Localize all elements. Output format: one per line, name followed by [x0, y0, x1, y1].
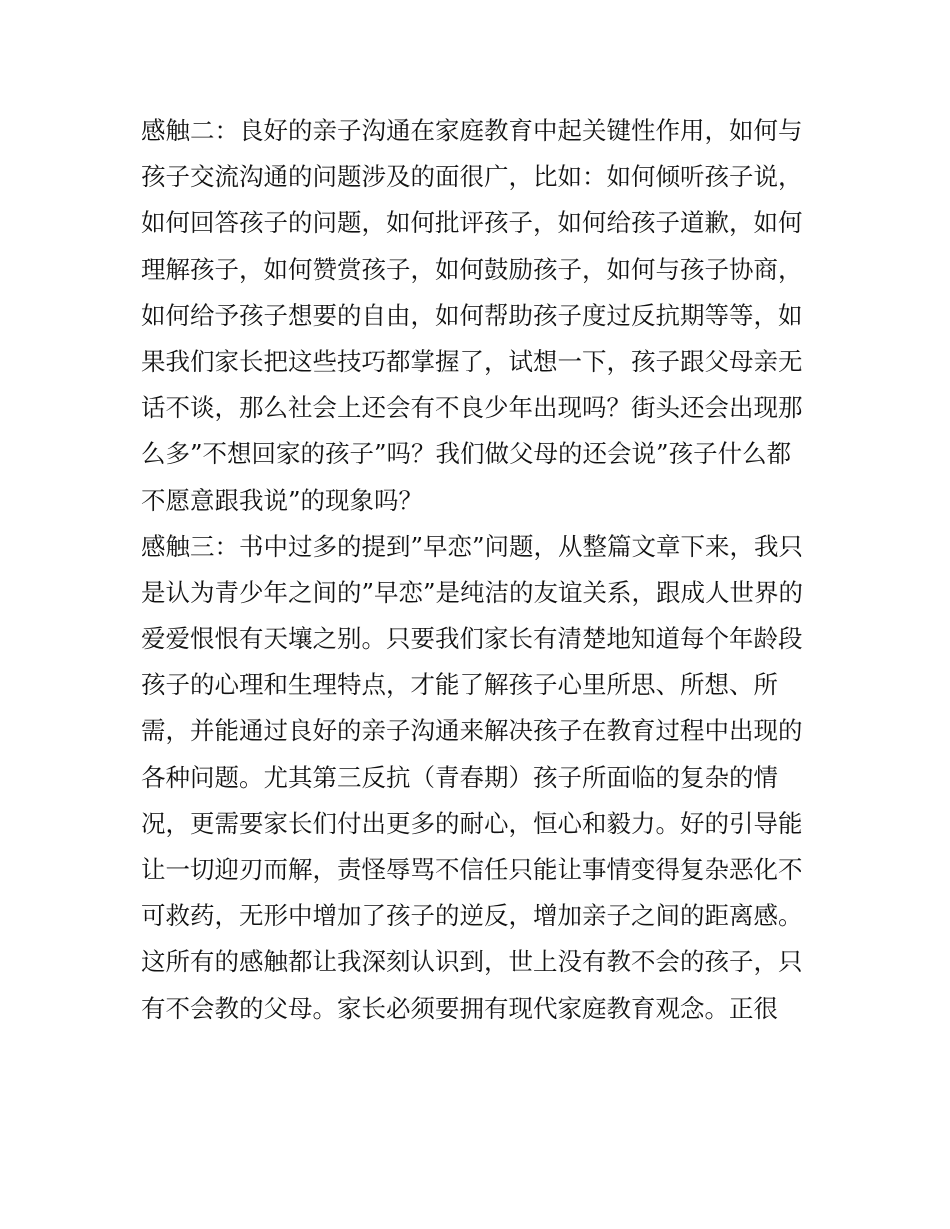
text-line: 让一切迎刃而解，责怪辱骂不信任只能让事情变得复杂恶化不 — [141, 855, 803, 884]
text-line: 如何回答孩子的问题，如何批评孩子，如何给孩子道歉，如何 — [141, 208, 803, 238]
text-line: 况，更需要家长们付出更多的耐心，恒心和毅力。好的引导能 — [141, 808, 803, 838]
text-line: 不愿意跟我说”的现象吗？ — [141, 485, 424, 515]
text-line: 需，并能通过良好的亲子沟通来解决孩子在教育过程中出现的 — [141, 716, 803, 746]
text-line: 有不会教的父母。家长必须要拥有现代家庭教育观念。正很 — [141, 993, 778, 1023]
text-line: 如何给予孩子想要的自由，如何帮助孩子度过反抗期等等，如 — [141, 300, 803, 330]
text-line: 感触三：书中过多的提到”早恋”问题，从整篇文章下来，我只 — [141, 531, 804, 561]
text-line: 么多”不想回家的孩子”吗？我们做父母的还会说”孩子什么都 — [141, 439, 792, 469]
text-line: 是认为青少年之间的”早恋”是纯洁的友谊关系，跟成人世界的 — [141, 577, 804, 607]
text-line: 理解孩子，如何赞赏孩子，如何鼓励孩子，如何与孩子协商， — [141, 254, 803, 284]
text-line: 这所有的感触都让我深刻认识到，世上没有教不会的孩子，只 — [141, 947, 803, 977]
text-line: 果我们家长把这些技巧都掌握了，试想一下，孩子跟父母亲无 — [141, 346, 803, 376]
text-line: 孩子交流沟通的问题涉及的面很广，比如：如何倾听孩子说， — [141, 162, 803, 192]
text-line: 各种问题。尤其第三反抗（青春期）孩子所面临的复杂的情 — [141, 762, 778, 792]
text-line: 感触二：良好的亲子沟通在家庭教育中起关键性作用，如何与 — [141, 116, 803, 145]
text-line: 可救药，无形中增加了孩子的逆反，增加亲子之间的距离感。 — [141, 901, 803, 931]
body-text — [141, 108, 821, 1032]
text-line: 话不谈，那么社会上还会有不良少年出现吗？街头还会出现那 — [141, 393, 803, 423]
text-line: 孩子的心理和生理特点，才能了解孩子心里所思、所想、所 — [141, 670, 778, 700]
text-line: 爱爱恨恨有天壤之别。只要我们家长有清楚地知道每个年龄段 — [141, 624, 803, 654]
